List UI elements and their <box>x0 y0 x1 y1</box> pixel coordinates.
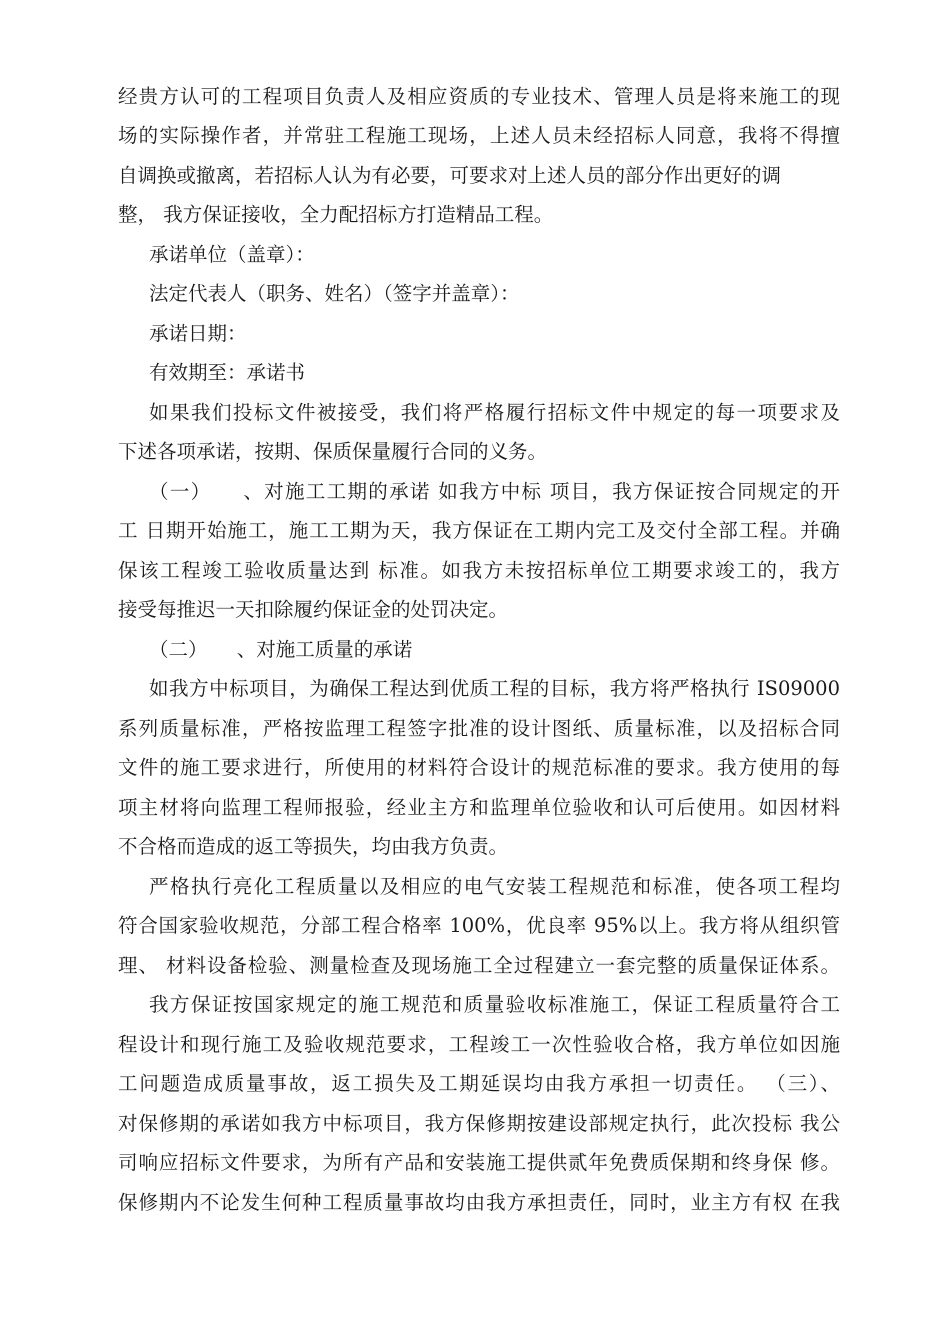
text-line: 经贵方认可的工程项目负责人及相应资质的专业技术、管理人员是将来施工的现 <box>118 85 840 108</box>
validity-label: 有效期至：承诺书 <box>149 361 306 384</box>
text-line: 项主材将向监理工程师报验，经业主方和监理单位验收和认可后使用。如因材料 <box>118 796 840 819</box>
text-line: 保修期内不论发生何种工程质量事故均由我方承担责任，同时，业主方有权 在我 <box>118 1191 840 1214</box>
commitment-date-label: 承诺日期： <box>149 322 247 345</box>
text-line: 保该工程竣工验收质量达到 标准。如我方未按招标单位工期要求竣工的，我方 <box>118 559 840 582</box>
text-line: 对保修期的承诺如我方中标项目，我方保修期按建设部规定执行，此次投标 我公 <box>118 1112 840 1135</box>
text-line: 程设计和现行施工及验收规范要求，工程竣工一次性验收合格，我方单位如因施 <box>118 1033 840 1056</box>
text-line: 理、 材料设备检验、测量检查及现场施工全过程建立一套完整的质量保证体系。 <box>118 954 840 977</box>
text-line: 司响应招标文件要求，为所有产品和安装施工提供贰年免费质保期和终身保 修。 <box>118 1151 840 1174</box>
text-line: 如我方中标项目，为确保工程达到优质工程的目标，我方将严格执行 IS09000 <box>149 677 840 700</box>
text-line: 下述各项承诺，按期、保质保量履行合同的义务。 <box>118 440 548 463</box>
section-heading-quality: （二） 、对施工质量的承诺 <box>149 638 413 661</box>
text-line: 如果我们投标文件被接受，我们将严格履行招标文件中规定的每一项要求及 <box>149 401 840 424</box>
text-line: 接受每推迟一天扣除履约保证金的处罚决定。 <box>118 598 509 621</box>
text-line: 系列质量标准，严格按监理工程签字批准的设计图纸、质量标准，以及招标合同 <box>118 717 840 740</box>
text-line: 我方保证按国家规定的施工规范和质量验收标准施工，保证工程质量符合工 <box>149 993 840 1016</box>
text-line: 工 日期开始施工，施工工期为天，我方保证在工期内完工及交付全部工程。并确 <box>118 519 840 542</box>
signature-unit-label: 承诺单位（盖章）： <box>149 243 315 266</box>
legal-representative-label: 法定代表人（职务、姓名）（签字并盖章）： <box>149 282 520 305</box>
text-line: 工问题造成质量事故，返工损失及工期延误均由我方承担一切责任。 （三）、 <box>118 1072 840 1095</box>
text-line: 场的实际操作者，并常驻工程施工现场，上述人员未经招标人同意，我将不得擅 <box>118 124 840 147</box>
text-line: 严格执行亮化工程质量以及相应的电气安装工程规范和标准，使各项工程均 <box>149 875 840 898</box>
text-line: 整， 我方保证接收，全力配招标方打造精品工程。 <box>118 203 554 226</box>
text-line: 符合国家验收规范，分部工程合格率 100%，优良率 95%以上。我方将从组织管 <box>118 914 840 937</box>
text-line: 文件的施工要求进行，所使用的材料符合设计的规范标准的要求。我方使用的每 <box>118 756 840 779</box>
text-line: 不合格而造成的返工等损失，均由我方负责。 <box>118 835 509 858</box>
section-heading-schedule: （一） 、对施工工期的承诺 如我方中标 项目，我方保证按合同规定的开 <box>149 480 840 503</box>
text-line: 自调换或撤离，若招标人认为有必要，可要求对上述人员的部分作出更好的调 <box>118 164 782 187</box>
